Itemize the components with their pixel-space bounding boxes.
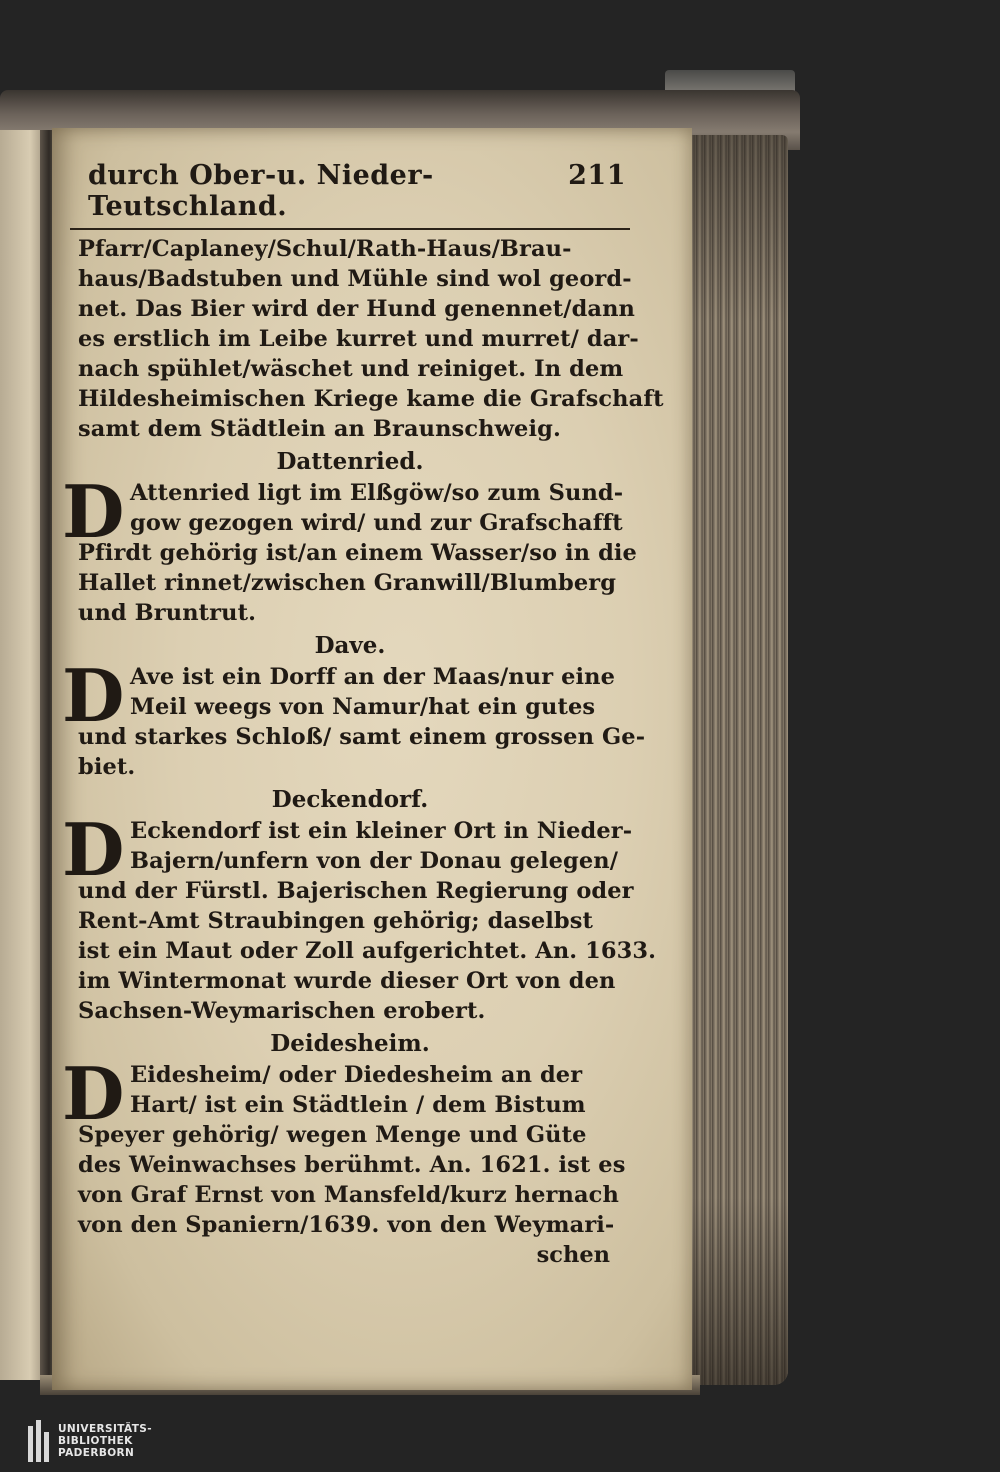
text-line: gow gezogen wird/ und zur Grafschafft bbox=[130, 510, 623, 536]
text-line: Pfirdt gehörig ist/an einem Wasser/so in die bbox=[78, 540, 637, 566]
entry-deckendorf bbox=[62, 807, 657, 1026]
text-line: im Wintermonat wurde dieser Ort von den bbox=[78, 968, 616, 994]
text-line: biet. bbox=[78, 754, 136, 780]
page-edges-shade bbox=[688, 135, 788, 1385]
text-line: des Weinwachses berühmt. An. 1621. ist es bbox=[78, 1152, 626, 1178]
drop-initial: D bbox=[62, 653, 125, 738]
logo-line: UNIVERSITÄTS- bbox=[58, 1423, 153, 1435]
logo-line: PADERBORN bbox=[58, 1447, 135, 1459]
running-header bbox=[70, 160, 630, 230]
text-line: Speyer gehörig/ wegen Menge und Güte bbox=[78, 1122, 587, 1148]
library-logo-icon bbox=[28, 1420, 50, 1462]
text-line: Hart/ ist ein Städtlein / dem Bistum bbox=[130, 1092, 586, 1118]
text-line: ist ein Maut oder Zoll aufgerichtet. An. 1633. bbox=[78, 938, 657, 964]
entry-heading: Dattenried. bbox=[276, 448, 424, 475]
text-line: Sachsen-Weymarischen erobert. bbox=[78, 998, 486, 1024]
text-line: Hildesheimischen Kriege kame die Grafschaft bbox=[78, 386, 664, 412]
text-line: Rent-Amt Straubingen gehörig; daselbst bbox=[78, 908, 594, 934]
running-title: durch Ober-u. Nieder-Teutschland. bbox=[88, 160, 434, 222]
text-line: net. Das Bier wird der Hund genennet/dann bbox=[78, 296, 635, 322]
text-line: von den Spaniern/1639. von den Weymari- bbox=[78, 1212, 615, 1238]
text-line: und Bruntrut. bbox=[78, 600, 257, 626]
catchword: schen bbox=[536, 1242, 610, 1268]
page-number: 211 bbox=[568, 160, 626, 191]
logo-line: BIBLIOTHEK bbox=[58, 1435, 133, 1447]
text-line: Pfarr/Caplaney/Schul/Rath-Haus/Brau- bbox=[78, 236, 572, 262]
entry-heading: Dave. bbox=[314, 632, 386, 659]
text-line: Bajern/unfern von der Donau gelegen/ bbox=[130, 848, 619, 874]
entry-dave bbox=[62, 653, 646, 782]
text-line: und der Fürstl. Bajerischen Regierung oder bbox=[78, 878, 634, 904]
text-line: samt dem Städtlein an Braunschweig. bbox=[78, 416, 561, 442]
text-line: Ave ist ein Dorff an der Maas/nur eine bbox=[130, 664, 616, 690]
text-line: es erstlich im Leibe kurret und murret/ dar- bbox=[78, 326, 639, 352]
drop-initial: D bbox=[62, 469, 125, 554]
text-line: Meil weegs von Namur/hat ein gutes bbox=[130, 694, 596, 720]
library-logo-text bbox=[58, 1423, 152, 1459]
drop-initial: D bbox=[62, 807, 125, 892]
entry-dattenried bbox=[62, 469, 637, 628]
entry-heading: Deckendorf. bbox=[271, 786, 429, 813]
entry-heading: Deidesheim. bbox=[270, 1030, 430, 1057]
text-line: Eckendorf ist ein kleiner Ort in Nieder- bbox=[130, 818, 633, 844]
text-line: haus/Badstuben und Mühle sind wol geord- bbox=[78, 266, 632, 292]
library-logo bbox=[28, 1420, 152, 1462]
text-line: Hallet rinnet/zwischen Granwill/Blumberg bbox=[78, 570, 617, 596]
text-line: und starkes Schloß/ samt einem grossen Ge- bbox=[78, 724, 646, 750]
text-line: nach spühlet/wäschet und reiniget. In dem bbox=[78, 356, 624, 382]
intro-paragraph bbox=[70, 234, 664, 444]
drop-initial: D bbox=[62, 1051, 125, 1136]
text-line: von Graf Ernst von Mansfeld/kurz hernach bbox=[78, 1182, 619, 1208]
page-text bbox=[62, 160, 664, 1270]
entry-deidesheim bbox=[62, 1051, 630, 1240]
text-line: Attenried ligt im Elßgöw/so zum Sund- bbox=[130, 480, 624, 506]
text-line: Eidesheim/ oder Diedesheim an der bbox=[130, 1062, 583, 1088]
